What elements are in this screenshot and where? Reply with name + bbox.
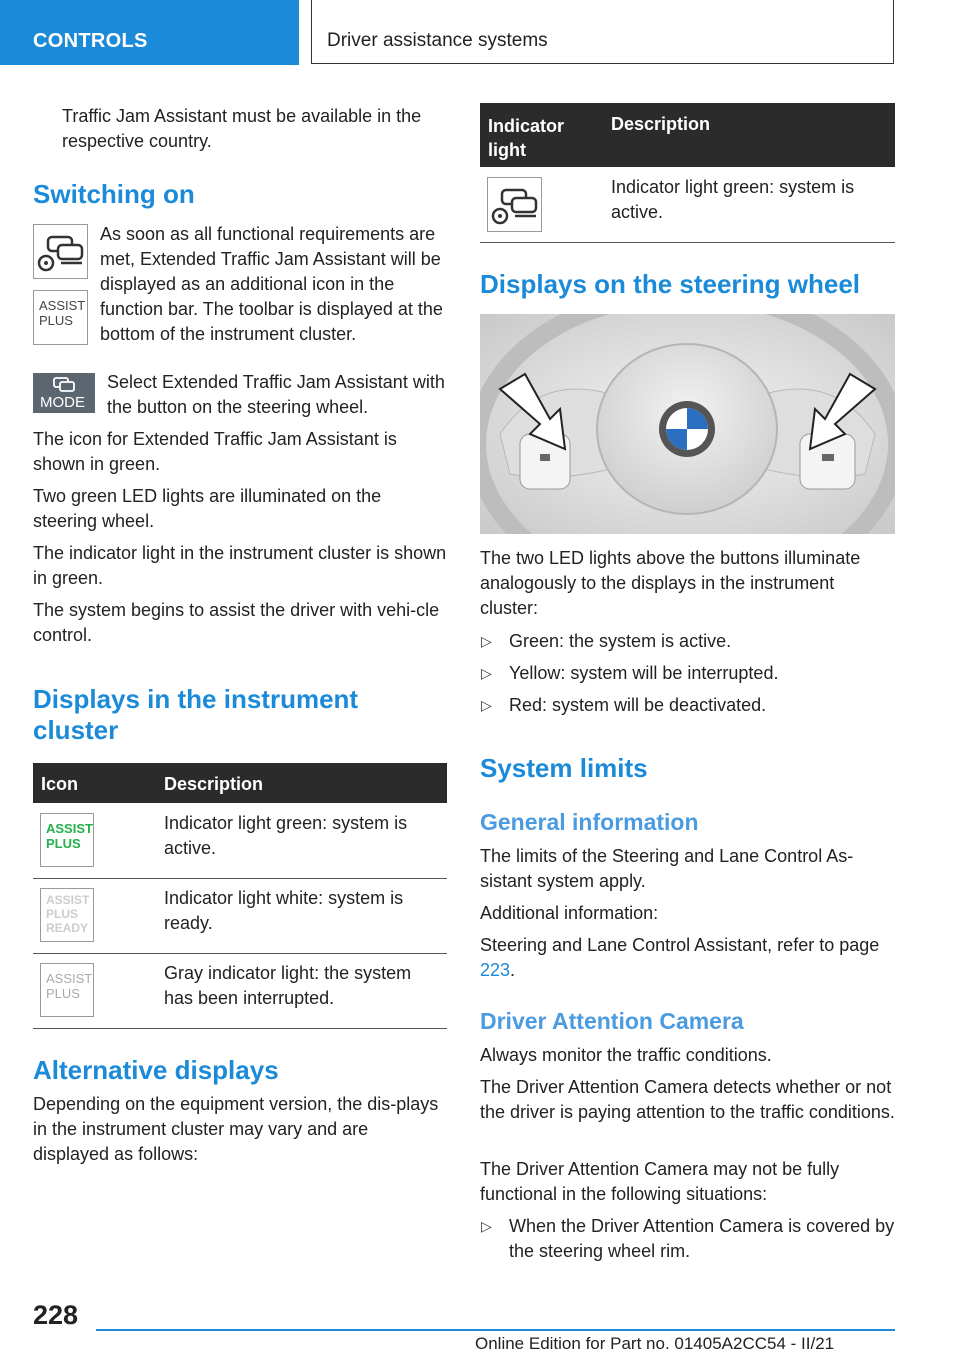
footer-divider bbox=[96, 1329, 895, 1331]
led-lights-paragraph: Two green LED lights are illuminated on the steering wheel. bbox=[33, 486, 382, 531]
limits-paragraph: The limits of the Steering and Lane Control As-sistant system apply. bbox=[480, 846, 854, 891]
subheading-general-information: General information bbox=[480, 809, 699, 835]
header-chapter-label: Driver assistance systems bbox=[327, 30, 548, 51]
bullet-icon: ▷ bbox=[481, 697, 492, 713]
col-description: Description bbox=[611, 114, 711, 134]
camera-detects-paragraph: The Driver Attention Camera detects whether or not the driver is paying attention to the traffic conditions. bbox=[480, 1077, 895, 1122]
row-divider bbox=[480, 242, 895, 243]
row-divider bbox=[33, 878, 447, 879]
indicator-green-paragraph: The indicator light in the instrument cluster is shown in green. bbox=[33, 543, 447, 588]
system-assist-paragraph: The system begins to assist the driver with vehi-cle control. bbox=[33, 600, 440, 645]
bullet-icon: ▷ bbox=[481, 665, 492, 681]
header-section-tab bbox=[0, 0, 299, 65]
alternative-paragraph: Depending on the equipment version, the dis-plays in the instrument cluster may vary and are displayed as follows: bbox=[33, 1094, 439, 1164]
assist-plus-icon: ASSIST PLUS bbox=[33, 290, 88, 345]
monitor-traffic-paragraph: Always monitor the traffic conditions. bbox=[480, 1045, 772, 1065]
icon-green-paragraph: The icon for Extended Traffic Jam Assistant is shown in green. bbox=[33, 429, 397, 474]
select-button-paragraph: Select Extended Traffic Jam Assistant with the button on the steering wheel. bbox=[107, 372, 445, 417]
mode-button-icon: MODE bbox=[33, 373, 95, 413]
switching-on-paragraph: As soon as all functional requirements are met, Extended Traffic Jam Assistant will be displayed as an additional icon in the function bar. The toolbar is displayed at the bottom of the instrument cluster. bbox=[100, 224, 443, 344]
row-divider bbox=[33, 1028, 447, 1029]
cluster-table-header bbox=[33, 763, 447, 803]
row-divider bbox=[33, 953, 447, 954]
assist-plus-green-icon: ASSIST PLUS bbox=[40, 813, 94, 867]
list-item: Yellow: system will be interrupted. bbox=[509, 663, 779, 683]
reference-paragraph: Steering and Lane Control Assistant, refer to page 223. bbox=[480, 935, 880, 980]
footer-edition: Online Edition for Part no. 01405A2CC54 - II/21 bbox=[475, 1334, 835, 1353]
col-indicator-light: Indicator light bbox=[488, 116, 565, 160]
indicator-table-header bbox=[480, 103, 895, 167]
intro-text: Traffic Jam Assistant must be available in the respective country. bbox=[62, 106, 422, 151]
heading-alternative-displays: Alternative displays bbox=[33, 1055, 279, 1085]
list-item: Green: the system is active. bbox=[509, 631, 732, 651]
table-row-desc: Gray indicator light: the system has been interrupted. bbox=[164, 963, 412, 1008]
assist-plus-ready-white-icon: ASSIST PLUS READY bbox=[40, 888, 94, 942]
steering-wheel-image bbox=[480, 314, 895, 534]
subheading-driver-attention-camera: Driver Attention Camera bbox=[480, 1008, 744, 1034]
bullet-icon: ▷ bbox=[481, 1218, 492, 1234]
traffic-jam-assistant-icon bbox=[33, 224, 88, 279]
indicator-row-desc: Indicator light green: system is active. bbox=[611, 177, 855, 222]
heading-switching-on: Switching on bbox=[33, 179, 195, 209]
list-item: Red: system will be deactivated. bbox=[509, 695, 767, 715]
traffic-jam-assistant-green-icon bbox=[487, 177, 542, 232]
additional-info-label: Additional information: bbox=[480, 903, 659, 923]
page-number: 228 bbox=[33, 1300, 79, 1330]
table-row-desc: Indicator light green: system is active. bbox=[164, 813, 408, 858]
bullet-icon: ▷ bbox=[481, 633, 492, 649]
camera-limits-paragraph: The Driver Attention Camera may not be fully functional in the following situations: bbox=[480, 1159, 840, 1204]
col-description: Description bbox=[164, 774, 264, 794]
heading-displays-cluster: Displays in the instrument cluster bbox=[33, 684, 359, 745]
heading-steering-wheel: Displays on the steering wheel bbox=[480, 269, 860, 299]
table-row-desc: Indicator light white: system is ready. bbox=[164, 888, 404, 933]
header-chapter-box bbox=[311, 0, 894, 64]
page-link[interactable]: 223 bbox=[480, 960, 511, 980]
col-icon: Icon bbox=[41, 774, 79, 794]
list-item: When the Driver Attention Camera is covered by the steering wheel rim. bbox=[509, 1216, 895, 1261]
assist-plus-gray-icon: ASSIST PLUS bbox=[40, 963, 94, 1017]
led-lights-paragraph: The two LED lights above the buttons illuminate analogously to the displays in the instrument cluster: bbox=[480, 548, 861, 618]
heading-system-limits: System limits bbox=[480, 753, 648, 783]
header-section-label: CONTROLS bbox=[33, 30, 148, 52]
